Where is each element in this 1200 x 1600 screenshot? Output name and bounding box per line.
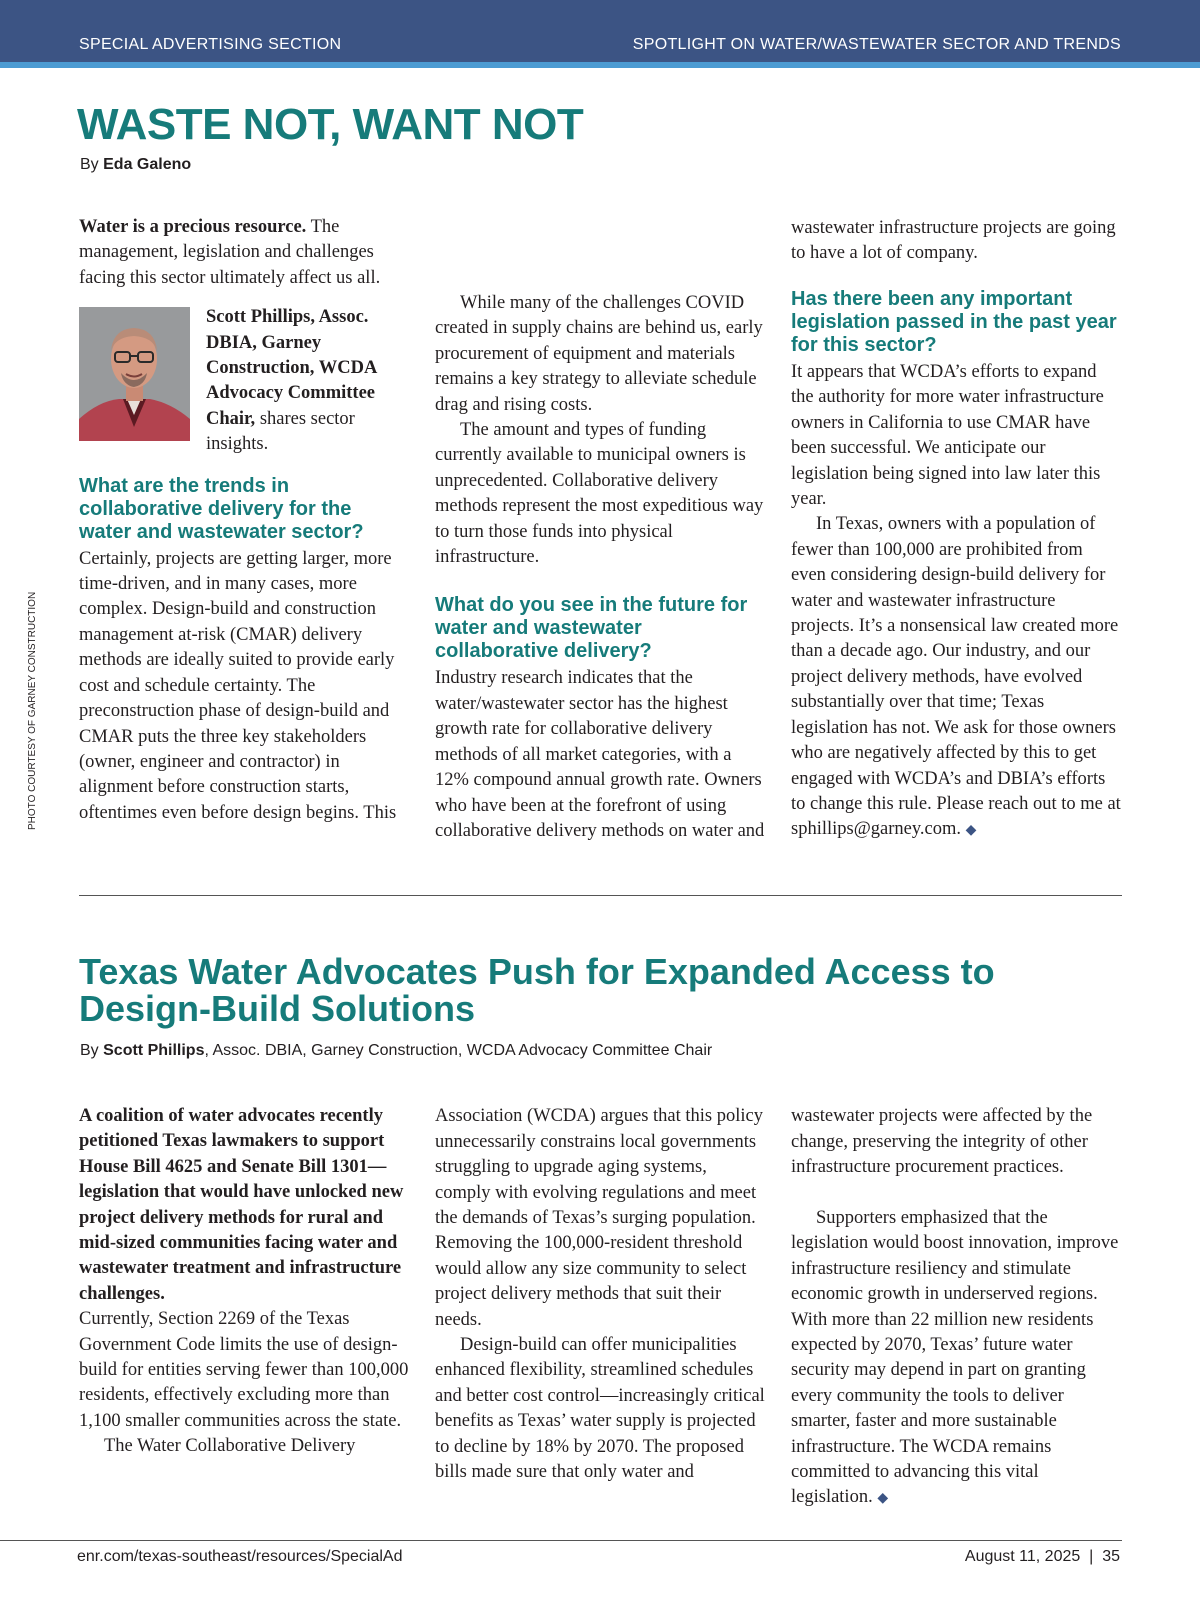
article1-column-3	[791, 215, 1121, 844]
article-divider	[79, 895, 1122, 896]
footer-url: enr.com/texas-southeast/resources/SpecialAd	[77, 1548, 403, 1565]
footer-rule	[0, 1540, 1122, 1541]
section-header-bar	[0, 0, 1200, 62]
article2-author: Scott Phillips	[103, 1042, 205, 1059]
question-1: What are the trends in collaborative delivery for the water and wastewater sector?	[79, 474, 364, 543]
article2-column-1	[79, 1104, 409, 1459]
author-photo	[79, 307, 190, 441]
author-bio	[79, 305, 409, 457]
header-accent-line	[0, 62, 1200, 68]
answer-3-paragraph-2: In Texas, owners with a population of fewer than 100,000 are prohibited from even considering design-build delivery for water and wastewater infrastructure projects. It’s a nonsensical law created more than a decade ago. Our industry, and our project delivery methods, have evolved substantially over that time; Texas legislation has not. We ask for those owners who are negatively affected by this to get engaged with WCDA’s and DBIA’s efforts to change this rule. Please reach out to me at sphillips@garney.com. ◆	[791, 514, 1121, 840]
footer-date-page: August 11, 2025 | 35	[964, 1548, 1120, 1565]
article2-paragraph-1: Currently, Section 2269 of the Texas Government Code limits the use of design-build for entities serving fewer than 100,000 residents, effectively excluding more than 1,100 smaller communities across the state.	[79, 1309, 409, 1431]
page-number: 35	[1102, 1548, 1120, 1565]
article1-column-1	[79, 215, 409, 827]
photo-credit: PHOTO COURTESY OF GARNEY CONSTRUCTION	[27, 591, 38, 830]
section-label: SPECIAL ADVERTISING SECTION	[79, 36, 342, 53]
article1-byline: By Eda Galeno	[80, 156, 192, 173]
spotlight-label: SPOTLIGHT ON WATER/WASTEWATER SECTOR AND TRENDS	[632, 36, 1121, 53]
article2-title: Texas Water Advocates Push for Expanded Access to Design-Build Solutions	[79, 951, 995, 1029]
answer-1-paragraph-1: Certainly, projects are getting larger, more time-driven, and in many cases, more complex. Design-build and construction management at-risk (CMAR) delivery methods are ideally suited to provide early cost and schedule certainty. The preconstruction phase of design-build and CMAR puts the three key stakeholders (owner, engineer and contractor) in alignment before construction starts, oftentimes even before design begins. This	[79, 548, 397, 823]
end-mark-icon: ◆	[965, 823, 977, 839]
article2-paragraph-2-start: The Water Collaborative Delivery	[104, 1436, 356, 1457]
question-2: What do you see in the future for water and wastewater collaborative delivery?	[435, 594, 748, 663]
article2-paragraph-3: Design-build can offer municipalities enhanced flexibility, streamlined schedules and better cost control—increasingly critical benefits as Texas’ water supply is projected to decline by 18% by 2070. The proposed bills made sure that only water and	[435, 1335, 765, 1483]
answer-3-paragraph-1: It appears that WCDA’s efforts to expand the authority for more water infrastructure owners in California to use CMAR have been successful. We anticipate our legislation being signed into law later this year.	[791, 362, 1104, 510]
answer-1-continued	[435, 215, 765, 291]
article2-column-3	[791, 1104, 1121, 1512]
author-bio-text: Scott Phillips, Assoc. DBIA, Garney Construction, WCDA Advocacy Committee Chair, shares sector insights.	[206, 307, 377, 455]
answer-2-paragraph-1: Industry research indicates that the water/wastewater sector has the highest growth rate for collaborative delivery methods of all market categories, with a 12% compound annual growth rate. Owners who have been at the forefront of using collaborative delivery methods on water and	[435, 668, 765, 841]
article1-intro: Water is a precious resource. The management, legislation and challenges facing this sector ultimately affect us all.	[79, 217, 381, 288]
article2-lead: A coalition of water advocates recently petitioned Texas lawmakers to support House Bill 4625 and Senate Bill 1301—legislation that would have unlocked new project delivery methods for rural and mid-sized communities facing water and wastewater treatment and infrastructure challenges.	[79, 1106, 404, 1304]
article1-author: Eda Galeno	[103, 156, 192, 173]
article2-byline: By Scott Phillips, Assoc. DBIA, Garney Construction, WCDA Advocacy Committee Chair	[80, 1042, 713, 1059]
answer-1-paragraph-3: The amount and types of funding currently available to municipal owners is unprecedented. Collaborative delivery methods represent the most expeditious way to turn those funds into physical infrastructure.	[435, 420, 764, 568]
footer-date: August 11, 2025	[964, 1548, 1081, 1565]
answer-2-continued: wastewater infrastructure projects are going to have a lot of company.	[791, 217, 1116, 264]
answer-1-paragraph-2: While many of the challenges COVID created in supply chains are behind us, early procurement of equipment and materials remains a key strategy to alleviate schedule drag and rising costs.	[435, 293, 763, 415]
article1-title: WASTE NOT, WANT NOT	[77, 100, 584, 149]
article2-paragraph-2-continued: Association (WCDA) argues that this policy unnecessarily constrains local governments struggling to upgrade aging systems, comply with evolving regulations and meet the demands of Texas’s surging population. Removing the 100,000-resident threshold would allow any size community to select project delivery methods that suit their needs.	[435, 1106, 763, 1330]
article2-column-2	[435, 1104, 765, 1485]
question-3: Has there been any important legislation passed in the past year for this sector?	[791, 288, 1117, 356]
article2-paragraph-4: Supporters emphasized that the legislation would boost innovation, improve infrastructure resiliency and stimulate economic growth in underserved regions. With more than 22 million new residents expected by 2070, Texas’ future water security may depend in part on granting every community the tools to deliver smarter, faster and more sustainable infrastructure. The WCDA remains committed to advancing this vital legislation. ◆	[791, 1208, 1119, 1508]
article1-column-2	[435, 215, 765, 843]
article2-paragraph-3-continued: wastewater projects were affected by the change, preserving the integrity of other infrastructure procurement practices.	[791, 1106, 1093, 1178]
end-mark-icon: ◆	[877, 1491, 889, 1507]
